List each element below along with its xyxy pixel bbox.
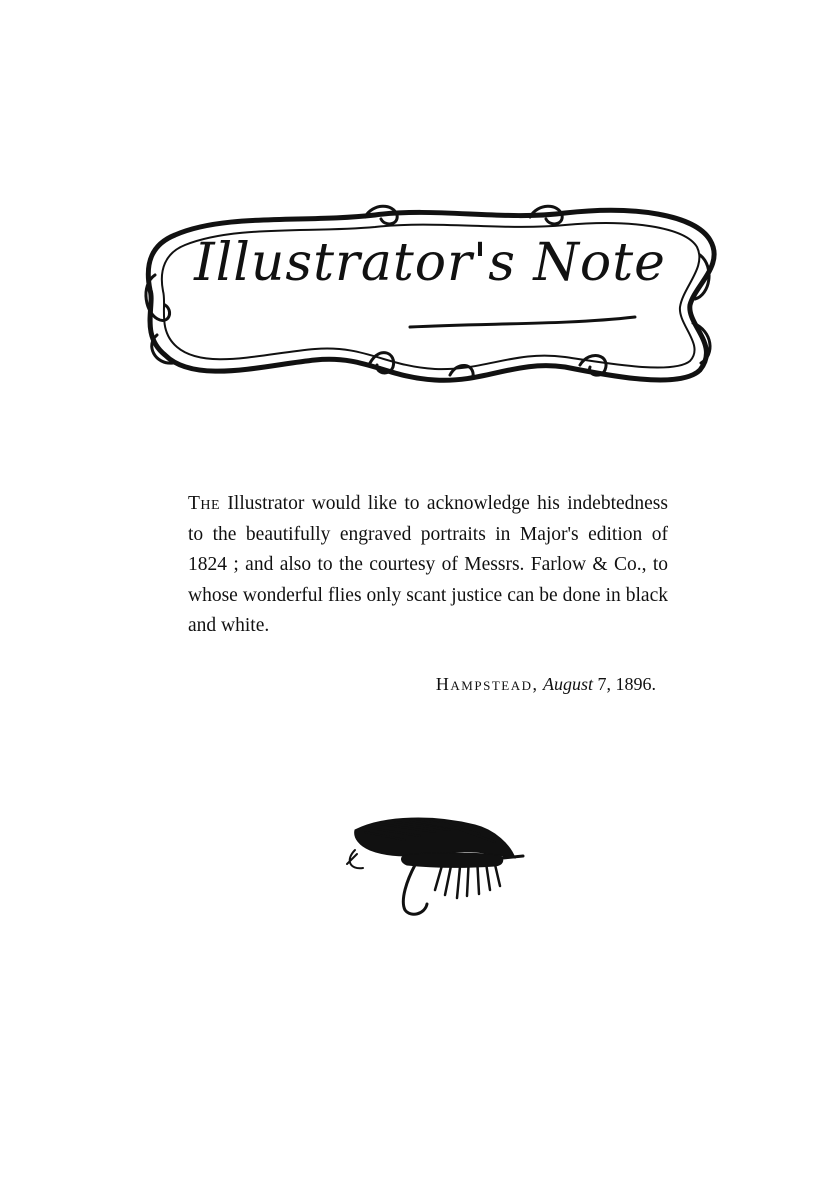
page-title: Illustrator's Note xyxy=(194,233,666,293)
heading-cartouche xyxy=(135,195,725,400)
signature-line xyxy=(400,674,656,695)
ornate-frame-icon xyxy=(135,195,725,400)
paragraph-text: Illustrator would like to acknowledge his indebtedness to the beautifully engraved portraits in Major's edition of 1824 ; and also to the courtesy of Messrs. Farlow & Co., to whose wonderful flies only scant justice can be done in black and white. xyxy=(188,493,668,636)
lead-word: The xyxy=(188,493,221,514)
signature-date: 7, 1896. xyxy=(597,674,656,694)
signature-month: August xyxy=(542,674,593,694)
signature-place: Hampstead, xyxy=(435,674,539,694)
acknowledgement-paragraph xyxy=(188,489,668,642)
fishing-fly-vignette xyxy=(345,810,530,920)
fishing-fly-icon xyxy=(345,810,530,920)
